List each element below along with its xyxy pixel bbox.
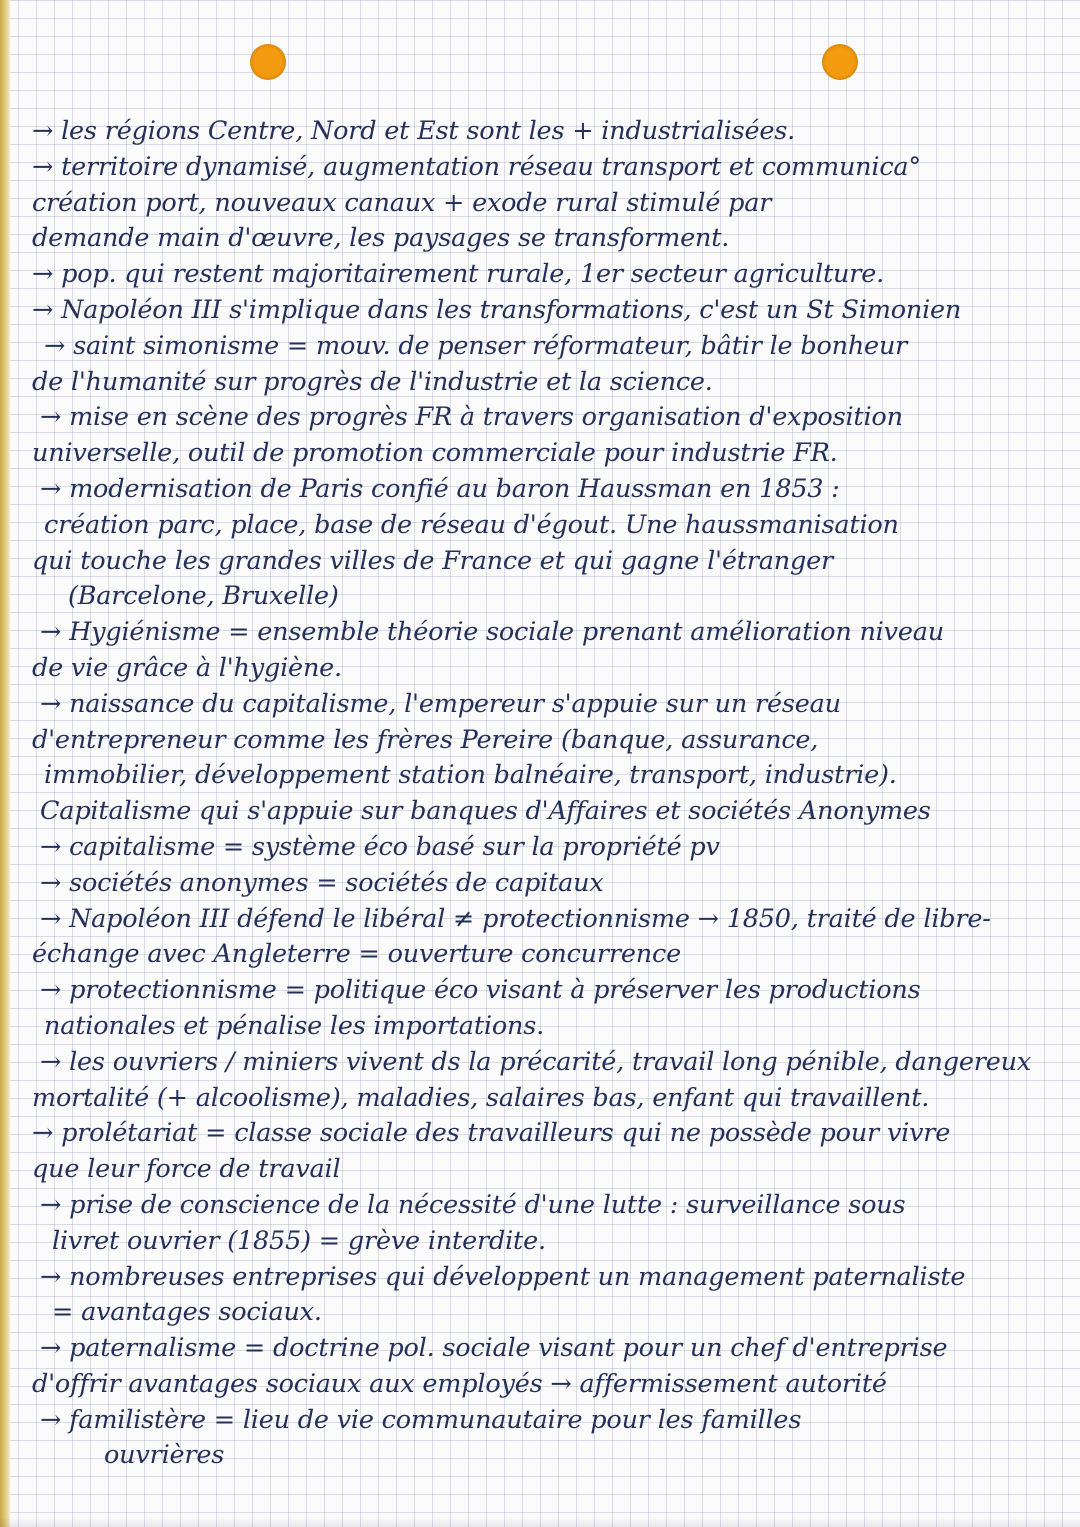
punch-hole-right [822, 44, 858, 80]
note-line: → paternalisme = doctrine pol. sociale visant pour un chef d'entreprise [40, 1333, 948, 1364]
note-line: → prolétariat = classe sociale des travailleurs qui ne possède pour vivre [32, 1118, 951, 1149]
note-line: → les régions Centre, Nord et Est sont les + industrialisées. [32, 116, 796, 146]
note-line: universelle, outil de promotion commerciale pour industrie FR. [32, 438, 838, 469]
note-line: → saint simonisme = mouv. de penser réformateur, bâtir le bonheur [44, 330, 908, 361]
note-line: de l'humanité sur progrès de l'industrie et la science. [32, 366, 713, 397]
note-line: demande main d'œuvre, les paysages se transforment. [32, 223, 730, 254]
note-line: d'offrir avantages sociaux aux employés → affermissement autorité [32, 1368, 887, 1399]
note-line: → nombreuses entreprises qui développent un management paternaliste [40, 1261, 966, 1292]
note-line: ouvrières [104, 1440, 225, 1471]
note-line: Capitalisme qui s'appuie sur banques d'Affaires et sociétés Anonymes [40, 796, 931, 827]
note-line: → territoire dynamisé, augmentation réseau transport et communica° [32, 151, 921, 182]
note-line: → mise en scène des progrès FR à travers organisation d'exposition [40, 402, 903, 433]
note-line: → les ouvriers / miniers vivent ds la précarité, travail long pénible, dangereux [40, 1046, 1032, 1077]
note-line: → Napoléon III s'implique dans les transformations, c'est un St Simonien [32, 294, 962, 325]
page-binding-edge [0, 0, 10, 1527]
note-line: → Hygiénisme = ensemble théorie sociale prenant amélioration niveau [40, 617, 944, 648]
note-line: → Napoléon III défend le libéral ≠ protectionnisme → 1850, traité de libre- [40, 903, 991, 934]
note-line: création port, nouveaux canaux + exode rural stimulé par [32, 187, 772, 218]
punch-hole-left [250, 44, 286, 80]
note-line: nationales et pénalise les importations. [44, 1010, 544, 1041]
note-line: création parc, place, base de réseau d'égout. Une haussmanisation [44, 509, 899, 540]
note-line: de vie grâce à l'hygiène. [32, 652, 342, 683]
handwritten-notes [32, 114, 1072, 1474]
note-line: → familistère = lieu de vie communautaire pour les familles [40, 1404, 802, 1435]
note-line: → naissance du capitalisme, l'empereur s'appuie sur un réseau [40, 688, 841, 719]
note-line: → sociétés anonymes = sociétés de capitaux [40, 867, 604, 898]
note-line: → prise de conscience de la nécessité d'une lutte : surveillance sous [40, 1189, 906, 1220]
page-bottom-edge [0, 1517, 1080, 1527]
note-line: immobilier, développement station balnéaire, transport, industrie). [44, 760, 897, 791]
note-line: → pop. qui restent majoritairement rurale, 1er secteur agriculture. [32, 259, 885, 290]
note-line: = avantages sociaux. [52, 1297, 322, 1328]
note-line: → capitalisme = système éco basé sur la propriété pv [40, 831, 720, 862]
note-line: qui touche les grandes villes de France et qui gagne l'étranger [32, 545, 834, 576]
note-line: (Barcelone, Bruxelle) [68, 581, 339, 612]
note-line: → modernisation de Paris confié au baron Haussman en 1853 : [40, 473, 840, 504]
note-line: → protectionnisme = politique éco visant à préserver les productions [40, 975, 921, 1006]
note-line: livret ouvrier (1855) = grève interdite. [52, 1225, 546, 1256]
note-line: que leur force de travail [32, 1154, 341, 1185]
note-line: échange avec Angleterre = ouverture concurrence [32, 939, 681, 970]
note-line: mortalité (+ alcoolisme), maladies, salaires bas, enfant qui travaillent. [32, 1082, 930, 1113]
note-line: d'entrepreneur comme les frères Pereire (banque, assurance, [32, 724, 819, 755]
